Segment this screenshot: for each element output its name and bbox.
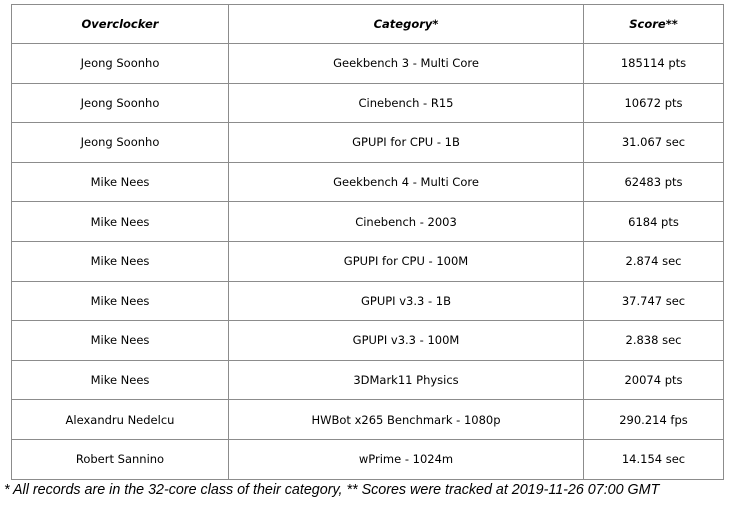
cell-score: 185114 pts (584, 44, 724, 84)
column-header-category: Category* (229, 5, 584, 44)
cell-score: 290.214 fps (584, 400, 724, 440)
cell-category: GPUPI v3.3 - 1B (229, 281, 584, 321)
cell-category: Cinebench - R15 (229, 83, 584, 123)
cell-category: GPUPI v3.3 - 100M (229, 321, 584, 361)
cell-category: Cinebench - 2003 (229, 202, 584, 242)
column-header-overclocker: Overclocker (12, 5, 229, 44)
table-row (12, 321, 724, 361)
cell-overclocker: Jeong Soonho (12, 83, 229, 123)
table-row (12, 202, 724, 242)
cell-overclocker: Mike Nees (12, 321, 229, 361)
cell-score: 20074 pts (584, 360, 724, 400)
cell-overclocker: Mike Nees (12, 360, 229, 400)
cell-category: Geekbench 3 - Multi Core (229, 44, 584, 84)
cell-overclocker: Jeong Soonho (12, 44, 229, 84)
cell-category: GPUPI for CPU - 1B (229, 123, 584, 163)
column-header-score: Score** (584, 5, 724, 44)
cell-score: 37.747 sec (584, 281, 724, 321)
table-row (12, 44, 724, 84)
cell-category: GPUPI for CPU - 100M (229, 241, 584, 281)
table-row (12, 439, 724, 479)
cell-score: 31.067 sec (584, 123, 724, 163)
cell-score: 10672 pts (584, 83, 724, 123)
cell-category: wPrime - 1024m (229, 439, 584, 479)
cell-category: HWBot x265 Benchmark - 1080p (229, 400, 584, 440)
cell-score: 2.874 sec (584, 241, 724, 281)
cell-overclocker: Robert Sannino (12, 439, 229, 479)
table-row (12, 281, 724, 321)
records-table (11, 4, 724, 480)
cell-overclocker: Alexandru Nedelcu (12, 400, 229, 440)
cell-category: Geekbench 4 - Multi Core (229, 162, 584, 202)
table-row (12, 241, 724, 281)
cell-overclocker: Mike Nees (12, 162, 229, 202)
cell-overclocker: Mike Nees (12, 281, 229, 321)
table-header-row (12, 5, 724, 44)
table-row (12, 162, 724, 202)
table-row (12, 360, 724, 400)
cell-overclocker: Jeong Soonho (12, 123, 229, 163)
cell-overclocker: Mike Nees (12, 241, 229, 281)
cell-overclocker: Mike Nees (12, 202, 229, 242)
cell-score: 2.838 sec (584, 321, 724, 361)
cell-category: 3DMark11 Physics (229, 360, 584, 400)
cell-score: 14.154 sec (584, 439, 724, 479)
table-row (12, 83, 724, 123)
cell-score: 6184 pts (584, 202, 724, 242)
table-row (12, 400, 724, 440)
cell-score: 62483 pts (584, 162, 724, 202)
table-row (12, 123, 724, 163)
footnote: * All records are in the 32-core class of their category, ** Scores were tracked at 2019-11-26 07:00 GMT (4, 482, 660, 498)
